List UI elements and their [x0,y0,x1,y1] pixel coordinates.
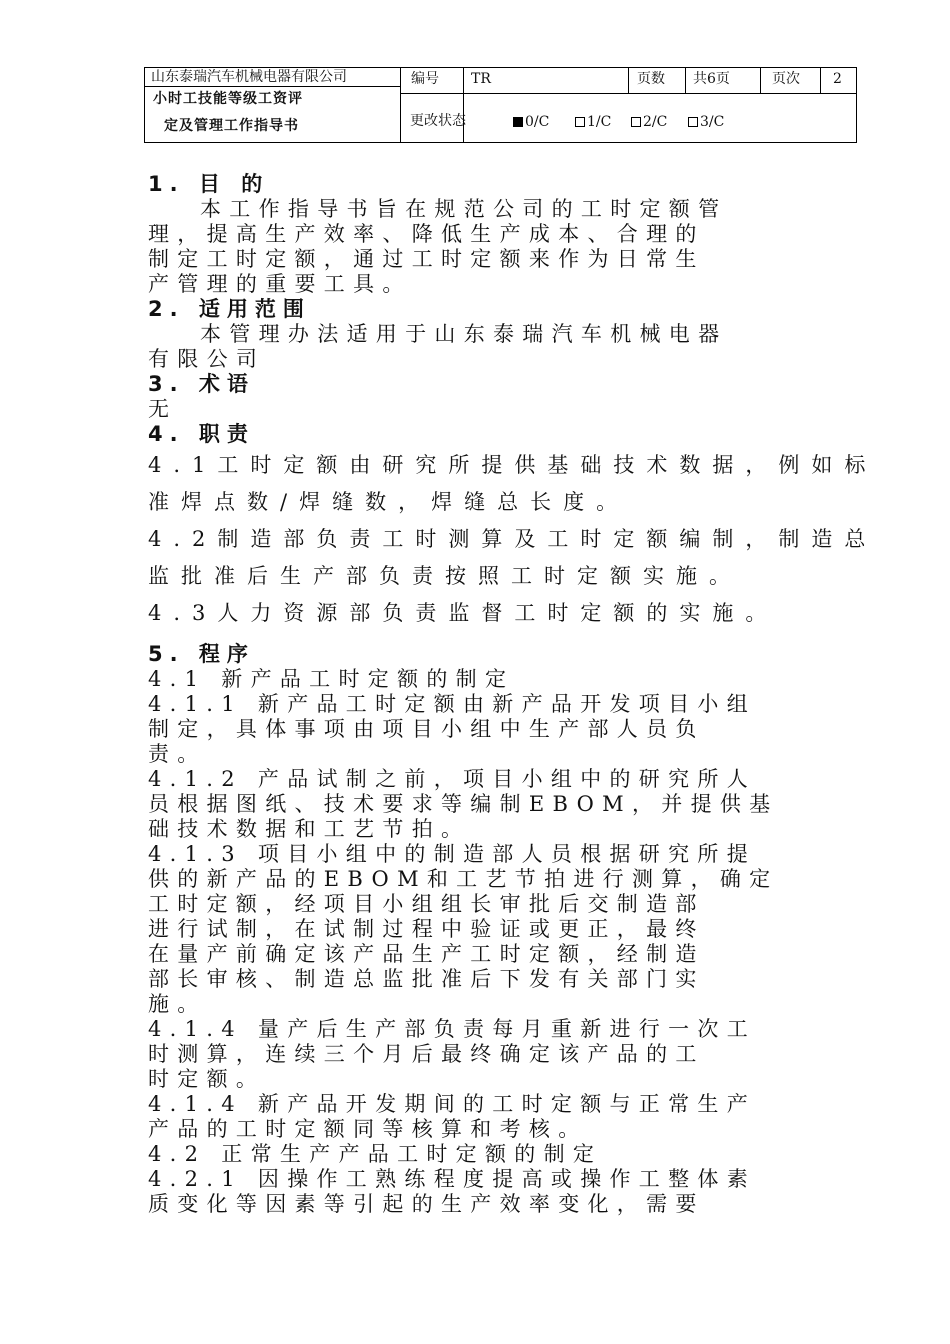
change-status-option [575,114,611,130]
paragraph-line: 4.1.2 产品试制之前，项目小组中的研究所人 [148,767,757,791]
table-line [820,68,821,93]
page-number-value: 2 [833,71,842,87]
paragraph-line: 4.1工时定额由研究所提供基础技术数据，例如标 [148,453,878,477]
unchecked-box-icon [688,117,698,127]
paragraph-line: 施。 [148,992,207,1016]
document-title-line2: 定及管理工作指导书 [164,118,299,134]
table-line [628,68,629,93]
paragraph-line: 制定工时定额，通过工时定额来作为日常生 [148,247,705,271]
checked-box-icon [513,117,523,127]
code-value: TR [471,71,491,87]
change-status-label: 更改状态 [410,113,466,129]
change-status-option [688,114,724,130]
paragraph-line: 无 [148,397,178,421]
paragraph-line: 工时定额，经项目小组组长审批后交制造部 [148,892,705,916]
change-status-option [513,114,549,130]
paragraph-line: 质变化等因素等引起的生产效率变化，需要 [148,1192,705,1216]
paragraph-line: 制定，具体事项由项目小组中生产部人员负 [148,717,705,741]
paragraph-line: 4.2制造部负责工时测算及工时定额编制，制造总 [148,527,878,551]
section-heading-terms: 3. 术语 [148,372,255,396]
table-line [685,68,686,93]
paragraph-line: 4.1 新产品工时定额的制定 [148,667,515,691]
paragraph-line: 员根据图纸、技术要求等编制EBOM，并提供基 [148,792,779,816]
change-status-options [513,93,853,143]
paragraph-line: 在量产前确定该产品生产工时定额，经制造 [148,942,705,966]
table-line [145,86,400,87]
paragraph-line: 本工作指导书旨在规范公司的工时定额管 [200,197,728,221]
pages-label: 页数 [637,71,665,87]
change-status-option [631,114,667,130]
paragraph-line: 时定额。 [148,1067,266,1091]
section-heading-purpose: 1. 目 的 [148,172,270,196]
paragraph-line: 4.2 正常生产产品工时定额的制定 [148,1142,603,1166]
change-status-label-text: 1/C [587,114,612,130]
page-number-label: 页次 [772,71,800,87]
paragraph-line: 4.1.3 项目小组中的制造部人员根据研究所提 [148,842,757,866]
table-line [400,68,401,142]
change-status-label-text: 3/C [700,114,725,130]
paragraph-line: 进行试制，在试制过程中验证或更正，最终 [148,917,705,941]
table-line [760,68,761,93]
paragraph-line: 时测算，连续三个月后最终确定该产品的工 [148,1042,705,1066]
paragraph-line: 产品的工时定额同等核算和考核。 [148,1117,588,1141]
paragraph-line: 部长审核、制造总监批准后下发有关部门实 [148,967,705,991]
paragraph-line: 产管理的重要工具。 [148,272,412,296]
paragraph-line: 理，提高生产效率、降低生产成本、合理的 [148,222,705,246]
document-header-table [144,67,857,143]
paragraph-line: 监批准后生产部负责按照工时定额实施。 [148,564,742,588]
paragraph-line: 4.2.1 因操作工熟练程度提高或操作工整体素 [148,1167,757,1191]
paragraph-line: 4.1.4 量产后生产部负责每月重新进行一次工 [148,1017,757,1041]
change-status-label-text: 2/C [643,114,668,130]
table-line [463,68,464,142]
unchecked-box-icon [575,117,585,127]
paragraph-line: 础技术数据和工艺节拍。 [148,817,471,841]
paragraph-line: 准焊点数/焊缝数，焊缝总长度。 [148,490,630,514]
paragraph-line: 4.1.1 新产品工时定额由新产品开发项目小组 [148,692,757,716]
company-name: 山东泰瑞汽车机械电器有限公司 [151,69,347,85]
section-heading-duties: 4. 职责 [148,422,255,446]
code-label: 编号 [411,71,439,87]
paragraph-line: 4.1.4 新产品开发期间的工时定额与正常生产 [148,1092,757,1116]
paragraph-line: 4.3人力资源部负责监督工时定额的实施。 [148,601,779,625]
pages-value: 共6页 [693,71,730,87]
document-body [148,172,878,1217]
document-title-line1: 小时工技能等级工资评 [153,91,303,107]
section-heading-scope: 2. 适用范围 [148,297,311,321]
paragraph-line: 有限公司 [148,347,266,371]
paragraph-line: 责。 [148,742,207,766]
paragraph-line: 本管理办法适用于山东泰瑞汽车机械电器 [200,322,728,346]
change-status-label-text: 0/C [525,114,550,130]
section-heading-procedure: 5. 程序 [148,642,255,666]
paragraph-line: 供的新产品的EBOM和工艺节拍进行测算，确定 [148,867,779,891]
unchecked-box-icon [631,117,641,127]
